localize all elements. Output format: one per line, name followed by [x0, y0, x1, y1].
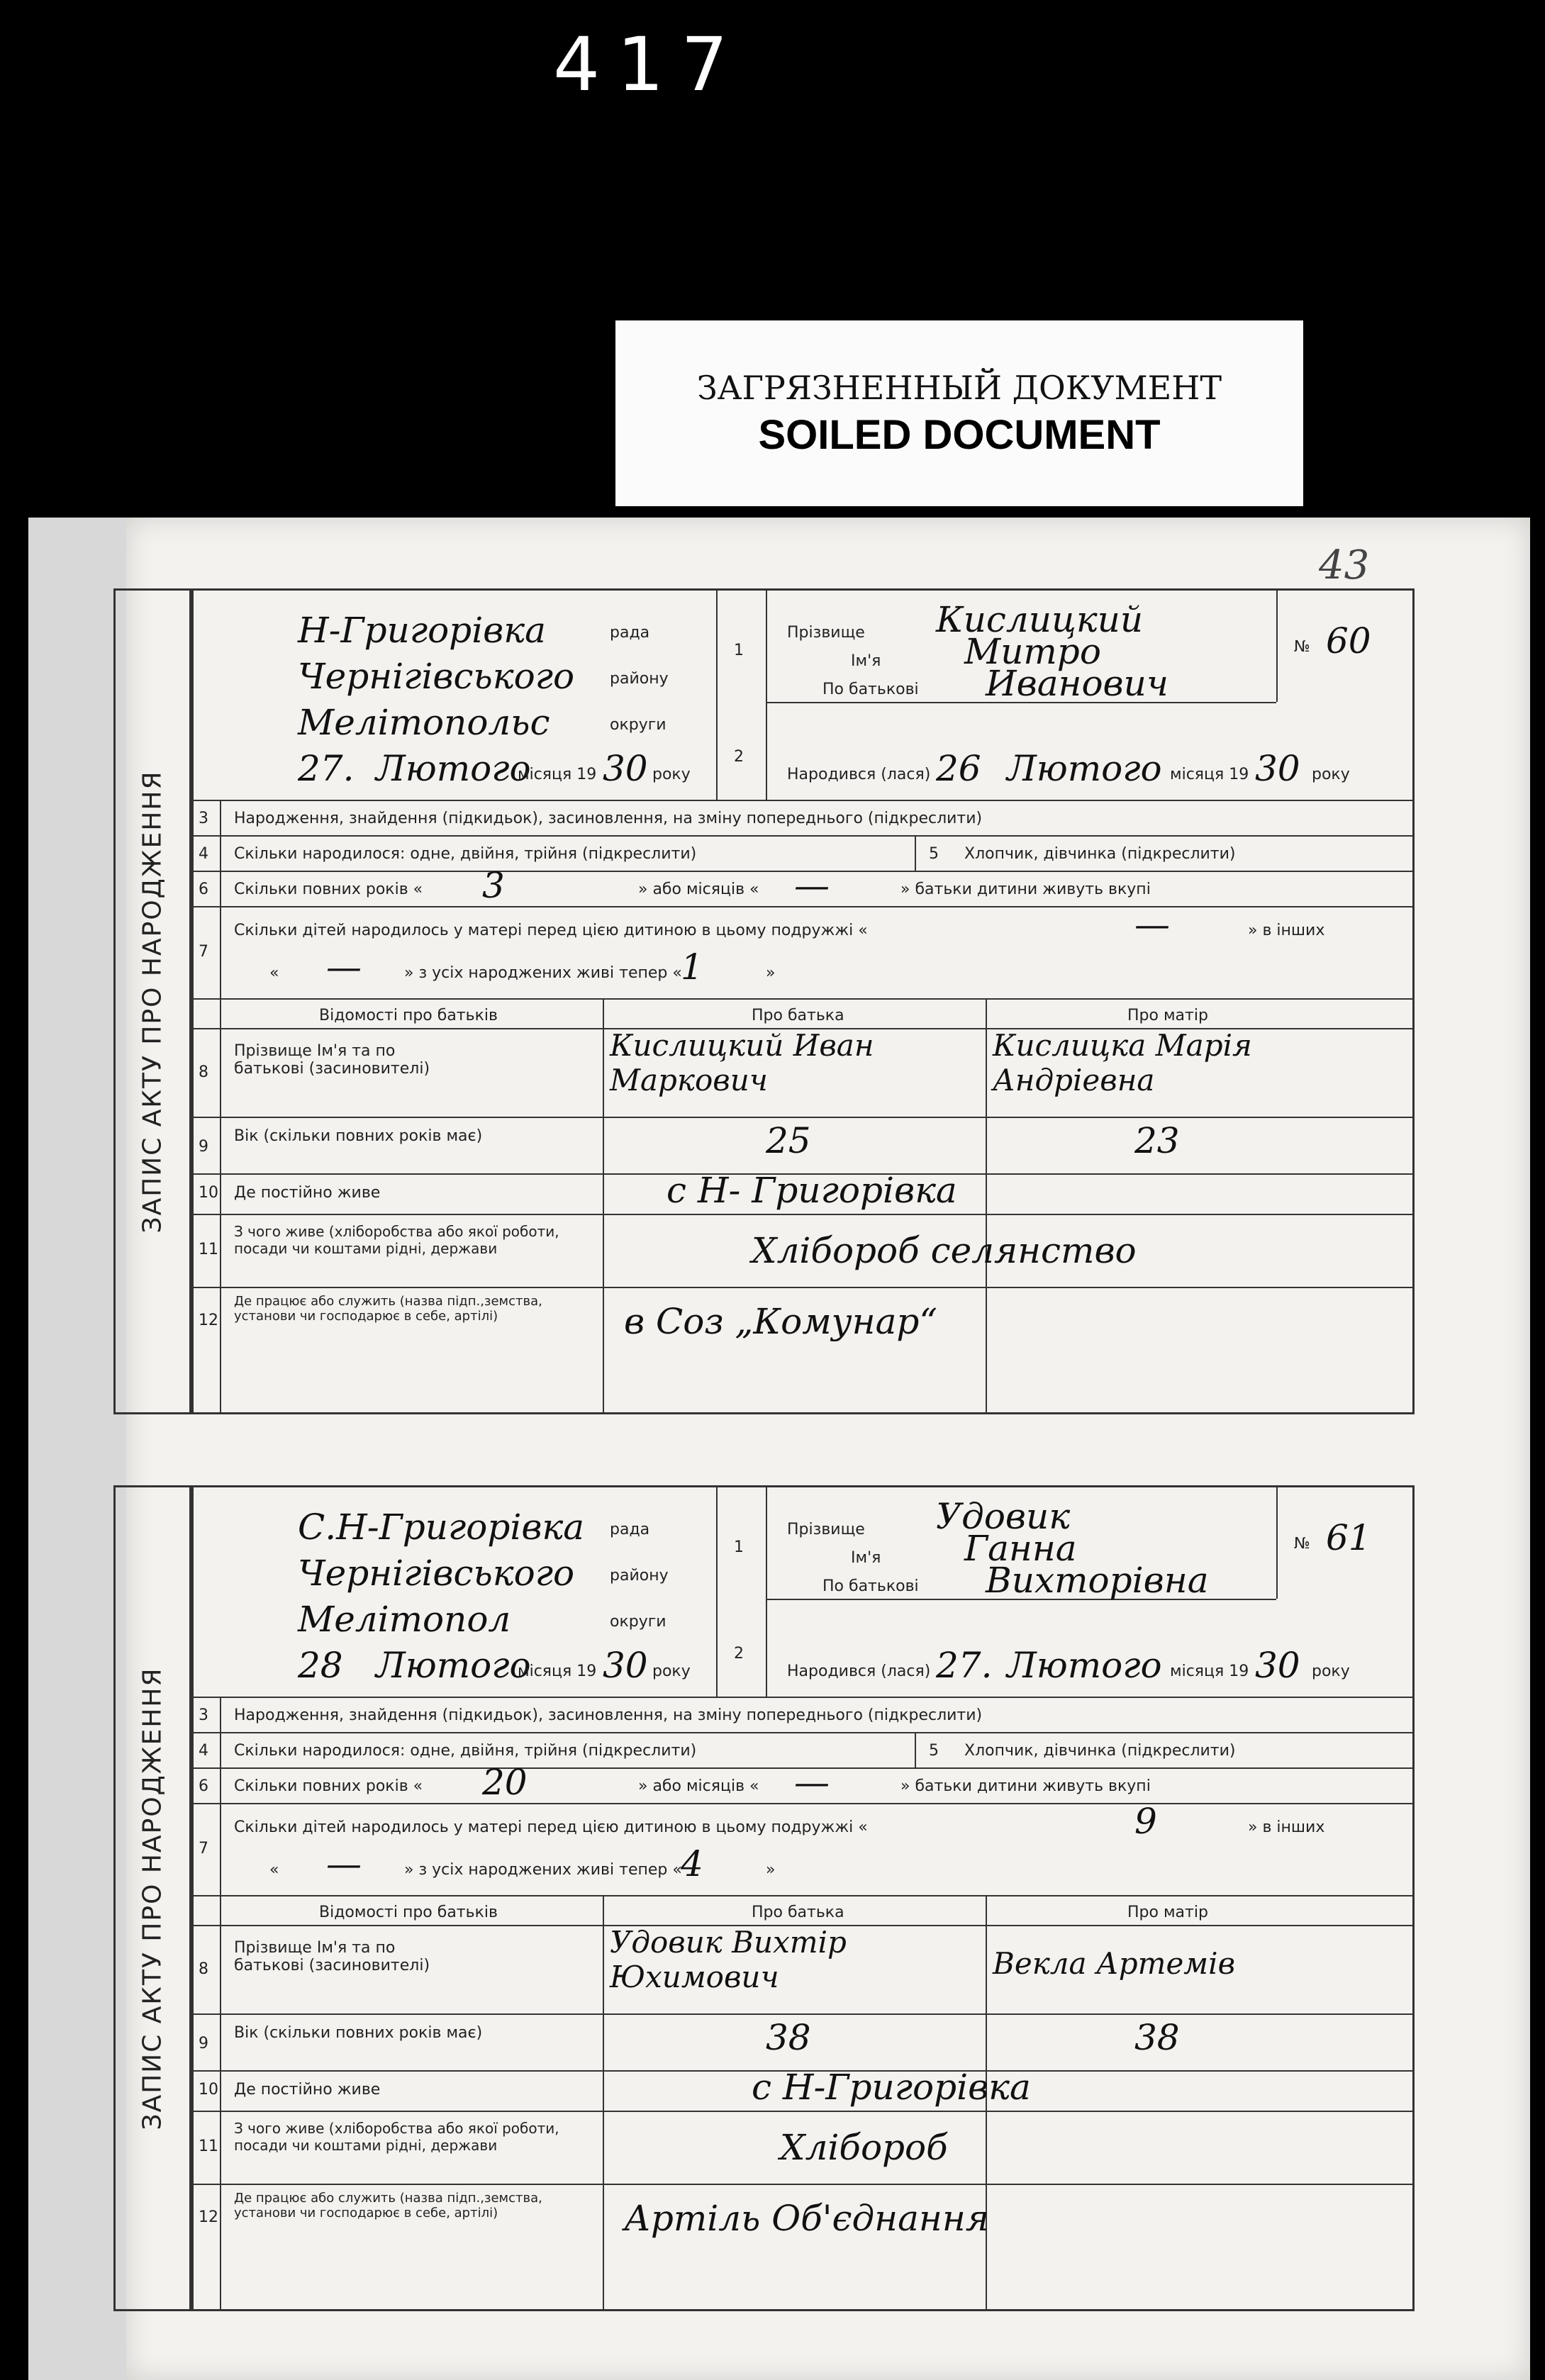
occupation: Хлібороб: [780, 2127, 948, 2168]
mother-header: Про матір: [1127, 1904, 1208, 1921]
parents-info-header: Відомості про батьків: [319, 1904, 498, 1921]
row3-text: Народження, знайдення (підкидьок), засиновлення, на зміну попереднього (підкреслити): [234, 810, 983, 827]
birth-roku-label: року: [1312, 1663, 1350, 1680]
okrugy-value: Мелітопол: [298, 1599, 511, 1640]
okrugy-value: Мелітопольс: [298, 702, 550, 743]
mother-age: 38: [1134, 2017, 1180, 2058]
birth-record-61: ЗАПИС АКТУ ПРО НАРОДЖЕННЯ С.Н-Григорівка рада Чернігівського району Мелітопол округи 28 Лютого місяця 19 30 року 1 2 Прізвище Удовик Ім'я Ганна По батькові Вихторівна № 61 Народився (лася) 27. Лютого місяця 19 30 року 3 Народження, знайдення (підкидьок), засиновлення, на зміну попереднього (підкреслити) 4 Скільки народилося: одне, двійня, трійня (підкреслити) 5 Хлопчик, дівчинка (підкреслити) 6 Скільки повних років « 20 » або місяців « — » батьки дитини живуть вкупі 7 Скільки дітей народилось у матері перед цією дитиною в цьому подружжі « 9 » в інших « — » з усіх народжених живі тепер « 4 » Відомості про батьків Про батька Про матір 8 Прізвище Ім'я та по батькові (засиновителі) Удовик Вихтір Юхимович Векла Артемів 9 Вік (скільки повних років має) 38 38 10 Де постійно живе с Н-Григорівка 11 З чого живе (хліборобства або якої роботи, посади чи коштами рідні, держави Хлібороб 12 Де працює або служить (назва підп.,земства, установи чи господарює в себе, артілі) Артіль Об'єднання: [113, 1485, 1415, 2311]
birth-month: Лютого: [1007, 1645, 1162, 1686]
birth-misiatsia-label: місяця 19: [1170, 766, 1249, 783]
row5-text: Хлопчик, дівчинка (підкреслити): [964, 845, 1236, 863]
raion-label: району: [610, 670, 669, 688]
okrugy-label: округи: [610, 716, 666, 734]
birth-label: Народився (лася): [787, 766, 931, 783]
months-together: —: [794, 1762, 830, 1803]
child-patronymic: Вихторівна: [986, 1560, 1209, 1601]
birth-misiatsia-label: місяця 19: [1170, 1663, 1249, 1680]
father-name: Удовик Вихтір Юхимович: [610, 1925, 847, 1994]
workplace: Артіль Об'єднання: [624, 2198, 989, 2239]
frame-number: 417: [553, 21, 745, 108]
reg-year: 30: [603, 748, 648, 789]
children-alive: 1: [681, 946, 703, 988]
label-russian: ЗАГРЯЗНЕННЫЙ ДОКУМЕНТ: [696, 369, 1222, 407]
soiled-document-label: [615, 320, 1303, 506]
number-label: №: [1294, 638, 1310, 656]
birth-day: 27.: [936, 1645, 993, 1686]
record-side-title: ЗАПИС АКТУ ПРО НАРОДЖЕННЯ: [113, 1485, 191, 2311]
reg-misiatsia-label: місяця 19: [518, 766, 597, 783]
parents-info-header: Відомості про батьків: [319, 1007, 498, 1024]
reg-year: 30: [603, 1645, 648, 1686]
years-together: 20: [482, 1762, 528, 1803]
father-name: Кислицкий Иван Маркович: [610, 1028, 874, 1097]
page-number: 43: [1319, 542, 1370, 588]
birth-record-60: ЗАПИС АКТУ ПРО НАРОДЖЕННЯ Н-Григорівка рада Чернігівського району Мелітопольс округи 27. Лютого місяця 19 30 року 1 2 Прізвище Кислицкий Ім'я Митро По батькові Иванович № 60 Народився (лася) 26 Лютого місяця 19 30 року 3 Народження, знайдення (підкидьок), засиновлення, на зміну попереднього (підкреслити) 4 Скільки народилося: одне, двійня, трійня (підкреслити) 5 Хлопчик, дівчинка (підкреслити) 6 Скільки повних років « 3 » або місяців « — » батьки дитини живуть вкупі 7 Скільки дітей народилось у матері перед цією дитиною в цьому подружжі « — » в інших « — » з усіх народжених живі тепер « 1 » Відомості про батьків Про батька Про матір 8 Прізвище Ім'я та по батькові (засиновителі) Кислицкий Иван Маркович Кислицка Марія Андріевна 9 Вік (скільки повних років має) 25 23 10 Де постійно живе с Н- Григорівка 11 З чого живе (хліборобства або якої роботи, посади чи коштами рідні, держави Хлібороб селянство 12 Де працює або служить (назва підп.,земства, установи чи господарює в себе, артілі) в Соз „Комунар“: [113, 588, 1415, 1414]
mother-name: Кислицка Марія Андріевна: [993, 1028, 1252, 1097]
reg-month: Лютого: [376, 1645, 531, 1686]
children-other: —: [326, 1843, 362, 1884]
row3-text: Народження, знайдення (підкидьок), засиновлення, на зміну попереднього (підкреслити): [234, 1706, 983, 1724]
row5-text: Хлопчик, дівчинка (підкреслити): [964, 1742, 1236, 1760]
number-label: №: [1294, 1535, 1310, 1553]
row4-text: Скільки народилося: одне, двійня, трійня (підкреслити): [234, 1742, 697, 1760]
raion-value: Чернігівського: [298, 656, 575, 697]
reg-day: 27.: [298, 748, 355, 789]
birth-year: 30: [1255, 1645, 1300, 1686]
children-before: —: [1134, 904, 1170, 945]
label-english: SOILED DOCUMENT: [758, 412, 1161, 458]
children-before: 9: [1134, 1801, 1157, 1842]
raion-label: району: [610, 1567, 669, 1585]
child-name: Митро: [964, 631, 1101, 672]
child-name: Ганна: [964, 1528, 1077, 1569]
surname-label: Прізвище: [787, 1521, 865, 1538]
birth-month: Лютого: [1007, 748, 1162, 789]
workplace: в Соз „Комунар“: [624, 1301, 937, 1342]
child-surname: Удовик: [936, 1496, 1071, 1537]
mother-age: 23: [1134, 1120, 1180, 1161]
rada-label: рада: [610, 1521, 650, 1538]
rada-label: рада: [610, 624, 650, 642]
reg-month: Лютого: [376, 748, 531, 789]
father-age: 38: [766, 2017, 811, 2058]
birth-year: 30: [1255, 748, 1300, 789]
record-number: 61: [1326, 1517, 1371, 1558]
children-alive: 4: [681, 1843, 703, 1884]
father-header: Про батька: [752, 1904, 844, 1921]
record-side-title: ЗАПИС АКТУ ПРО НАРОДЖЕННЯ: [113, 588, 191, 1414]
residence: с Н- Григорівка: [666, 1170, 957, 1211]
child-patronymic: Иванович: [986, 663, 1168, 704]
name-label: Ім'я: [851, 652, 881, 670]
raion-value: Чернігівського: [298, 1553, 575, 1594]
mother-header: Про матір: [1127, 1007, 1208, 1024]
reg-misiatsia-label: місяця 19: [518, 1663, 597, 1680]
okrugy-label: округи: [610, 1613, 666, 1631]
residence: с Н-Григорівка: [752, 2067, 1031, 2108]
occupation: Хлібороб селянство: [752, 1230, 1137, 1271]
name-label: Ім'я: [851, 1549, 881, 1567]
patronymic-label: По батькові: [822, 681, 919, 698]
reg-day: 28: [298, 1645, 343, 1686]
surname-label: Прізвище: [787, 624, 865, 642]
birth-roku-label: року: [1312, 766, 1350, 783]
father-age: 25: [766, 1120, 811, 1161]
months-together: —: [794, 865, 830, 906]
mother-name: Векла Артемів: [993, 1946, 1236, 1981]
reg-roku-label: року: [652, 766, 691, 783]
rada-value: Н-Григорівка: [298, 610, 546, 651]
record-number: 60: [1326, 620, 1371, 661]
birth-label: Народився (лася): [787, 1663, 931, 1680]
child-surname: Кислицкий: [936, 599, 1144, 640]
reg-roku-label: року: [652, 1663, 691, 1680]
father-header: Про батька: [752, 1007, 844, 1024]
children-other: —: [326, 946, 362, 988]
rada-value: С.Н-Григорівка: [298, 1507, 585, 1548]
patronymic-label: По батькові: [822, 1577, 919, 1595]
years-together: 3: [482, 865, 505, 906]
row4-text: Скільки народилося: одне, двійня, трійня (підкреслити): [234, 845, 697, 863]
birth-day: 26: [936, 748, 981, 789]
